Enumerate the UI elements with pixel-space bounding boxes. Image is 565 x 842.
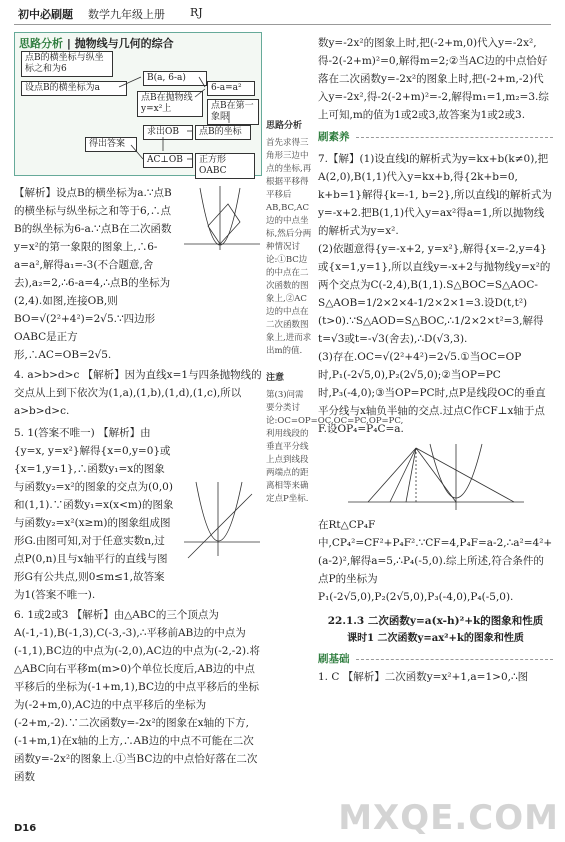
lesson-title: 课时1 二次函数y=ax²+k的图象和性质	[347, 633, 524, 644]
page-number: D16	[14, 823, 37, 834]
book-title: 初中必刷题	[18, 8, 73, 21]
section-suyang: 刷素养	[318, 128, 553, 146]
watermark: MXQE.COM	[338, 798, 559, 838]
line-parabola-figure	[182, 480, 262, 560]
section-title: 二次函数y=a(x-h)²+k的图象和性质	[367, 615, 544, 627]
square-parabola-figure	[182, 182, 262, 252]
note-label-analysis: 思路分析	[266, 121, 303, 131]
note-caution: 第(3)问需要分类讨论:OC=OP=OC,OC=PC,OP=PC,利用线段的垂直平分线上点到线段两端点的距离相等来确定点P坐标.	[266, 390, 404, 504]
section-jichu: 刷基础	[318, 650, 553, 668]
note-label-caution: 注意	[266, 373, 285, 383]
section-number: 22.1.3	[327, 615, 365, 627]
q5-solution: 5. 1(答案不唯一) 【解析】由{y=x, y=x²}解得{x=0,y=0}或{x=1,y=1},∴函数y₁=x的图象与函数y₂=x²的图象的交点为(0,0)和(1,1).∵函数y₁=x(x<m)的图象与函数y₂=x²(x≥m)的图象组成图形G.由图可知,对于任意实数n,过点P(0,n)且与x轴平行的直线与图形G有公共点,则0≤m≤1,故答案为1(答案不唯一).	[14, 427, 174, 601]
flow-box-sum: 点B的横坐标与纵坐标之和为6	[21, 51, 113, 77]
flow-box-square: 正方形OABC	[195, 153, 255, 179]
flow-title: 思路分析 | 抛物线与几何的综合	[19, 37, 174, 50]
flow-box-Bcoord: 点B的坐标	[195, 125, 251, 140]
q3-solution: 【解析】设点B的横坐标为a.∵点B的横坐标与纵坐标之和等于6,∴点B的纵坐标为6-a.∵点B在二次函数y=x²的第一象限的图象上,∴6-a=a²,解得a₁=-3(不合题意,舍去),a₂=2,∴6-a=4,∴点B的坐标为(2,4).如图,连接OB,则BO=√(2²+4²)=2√5.∵四边形OABC是正方形,∴AC=OB=2√5.	[14, 187, 172, 361]
flow-box-on-parabola: 点B在抛物线y=x²上	[137, 91, 203, 117]
q6-solution: 6. 1或2或3 【解析】由△ABC的三个顶点为A(-1,-1),B(-1,3),C(-3,-3),∴平移前AB边的中点为(-1,1),BC边的中点为(-2,0),AC边的中点为(-2,-2).将△ABC向右平移m(m>0)个单位长度后,AB边的中点平移后的坐标为(-1+m,1),BC边的中点平移后的坐标为(-2+m,0),AC边的中点平移后的坐标为(-2+m,-2).∵二次函数y=-2x²的图象在x轴的下方,(-1+m,1)在x轴的上方,∴AB边的中点不可能在二次函数y=-2x²的图象上.①当BC边的中点恰好落在二次函数	[14, 609, 260, 783]
flow-box-quadrant: 点B在第一象限	[207, 99, 259, 125]
q1-solution: 1. C 【解析】二次函数y=x²+1,a=1>0,∴图	[318, 671, 529, 683]
left-column	[14, 32, 264, 786]
flow-box-answer: 得出答案	[85, 137, 137, 152]
q7-part1: 7.【解】(1)设直线l的解析式为y=kx+b(k≠0),把A(2,0),B(1,1)代入y=kx+b,得{2k+b=0, k+b=1}解得{k=-1, b=2},所以直线l的解析式为y=-x+2.把B(1,1)代入y=ax²得a=1,所以抛物线的解析式为y=x².	[318, 153, 552, 237]
q7-figure	[346, 442, 526, 512]
q6-continued: 数y=-2x²的图象上时,把(-2+m,0)代入y=-2x²,得-2(-2+m)²=0,解得m=2;②当AC边的中点恰好落在二次函数y=-2x²的图象上时,把(-2+m,-2)代入y=-2x²,得-2(-2+m)²=-2,解得m₁=1,m₂=3.综上可知,m的值为1或2或3,故答案为1或2或3.	[318, 37, 549, 121]
flow-box-eq: 6-a=a²	[207, 81, 255, 96]
flow-box-set-a: 设点B的横坐标为a	[21, 81, 127, 96]
flow-box-B: B(a, 6-a)	[143, 71, 207, 86]
flow-box-OB: 求出OB	[143, 125, 193, 140]
section-header	[318, 612, 553, 630]
flow-box-AC: AC⊥OB	[143, 153, 193, 168]
q7-part3: (3)存在.OC=√(2²+4²)=2√5.①当OC=OP时,P₁(-2√5,0),P₂(2√5,0);②当OP=PC时,P₃(-4,0);③当OP=PC时,点P是线段OC的垂直平分线与x轴负半轴的交点.过点C作CF⊥x轴于点F.设OP₄=P₄C=a.	[318, 351, 546, 435]
flow-diagram	[14, 32, 262, 176]
page-header	[0, 0, 565, 28]
q7-part2: (2)依题意得{y=-x+2, y=x²},解得{x=-2,y=4}或{x=1,y=1},所以直线y=-x+2与抛物线y=x²的两个交点为C(-2,4),B(1,1).S△BOC=S△AOC-S△AOB=1/2×2×4-1/2×2×1=3.设D(t,t²)(t>0).∵S△AOD=S△BOC,∴1/2×2×t²=3,解得t=√3或t=-√3(舍去),∴D(√3,3).	[318, 243, 551, 345]
right-column	[318, 34, 553, 686]
book-subject: 数学九年级上册	[88, 8, 165, 21]
q7-part4: 在Rt△CP₄F中,CP₄²=CF²+P₄F².∵CF=4,P₄F=a-2,∴a²=4²+(a-2)²,解得a=5,∴P₄(-5,0).综上所述,符合条件的点P的坐标为P₁(-2√5,0),P₂(2√5,0),P₃(-4,0),P₄(-5,0).	[318, 519, 553, 603]
book-edition: RJ	[190, 6, 203, 19]
q4-solution: 4. a>b>d>c 【解析】因为直线x=1与四条抛物线的交点从上到下依次为(1,a),(1,b),(1,d),(1,c),所以a>b>d>c.	[14, 369, 262, 417]
note-analysis: 首先求得三角形三边中点的坐标,再根据平移得平移后AB,BC,AC边的中点坐标,然后分两种情况讨论:①BC边的中点在二次函数的图象上,②AC边的中点在二次函数图象上,进而求出m的值.	[266, 138, 312, 356]
